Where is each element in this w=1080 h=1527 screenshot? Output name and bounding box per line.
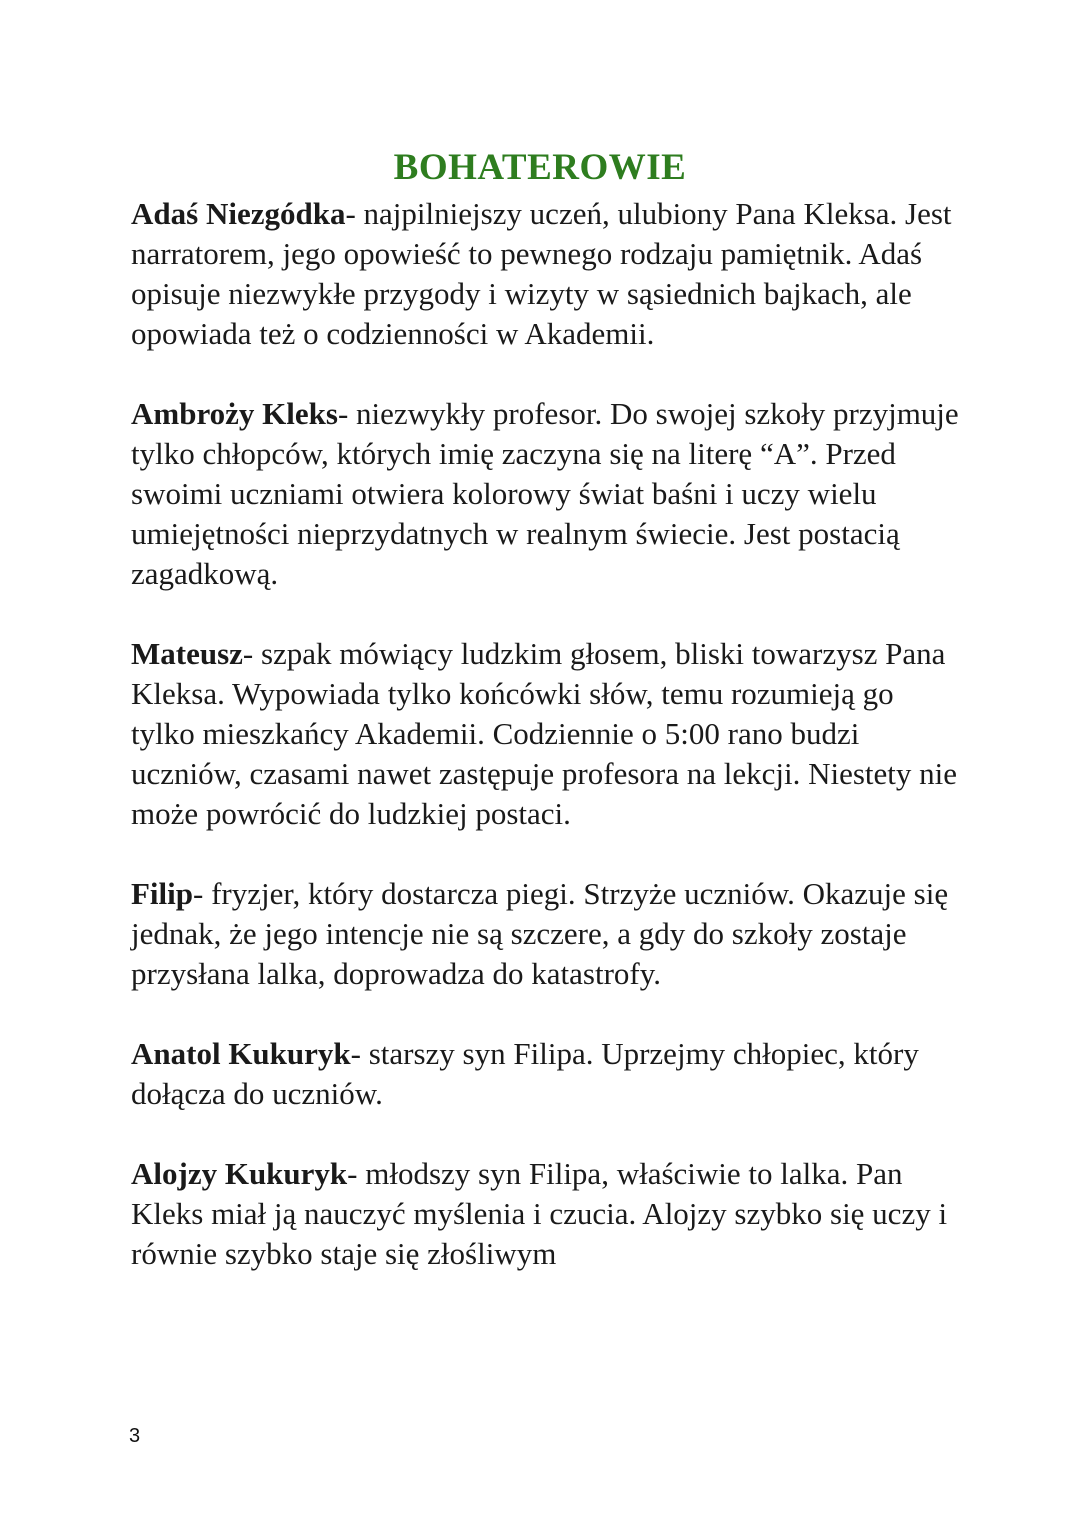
character-entry-alojzy [131, 1154, 961, 1274]
character-description: - najpilniejszy uczeń, ulubiony Pana Kleksa. Jest narratorem, jego opowieść to pewnego rodzaju pamiętnik. Adaś opisuje niezwykłe przygody i wizyty w sąsiednich bajkach, ale opowiada też o codzienności w Akademii. [131, 196, 952, 351]
character-description: - niezwykły profesor. Do swojej szkoły przyjmuje tylko chłopców, których imię zaczyna się na literę “A”. Przed swoimi uczniami otwiera kolorowy świat baśni i uczy wielu umiejętności nieprzydatnych w realnym świecie. Jest postacią zagadkową. [131, 396, 959, 591]
characters-list [131, 194, 961, 1314]
character-description: - młodszy syn Filipa, właściwie to lalka. Pan Kleks miał ją nauczyć myślenia i czucia. Alojzy szybko się uczy i równie szybko staje się złośliwym [131, 1156, 948, 1271]
character-name: Ambroży Kleks [131, 396, 338, 431]
character-entry-adas [131, 194, 961, 354]
character-name: Adaś Niezgódka [131, 196, 346, 231]
character-name: Anatol Kukuryk [131, 1036, 351, 1071]
character-name: Alojzy Kukuryk [131, 1156, 348, 1191]
character-name: Filip [131, 876, 194, 911]
character-description: - fryzjer, który dostarcza piegi. Strzyże uczniów. Okazuje się jednak, że jego intencje nie są szczere, a gdy do szkoły zostaje przysłana lalka, doprowadza do katastrofy. [131, 876, 949, 991]
character-entry-ambrozy [131, 394, 961, 594]
character-entry-mateusz [131, 634, 961, 834]
character-entry-anatol [131, 1034, 961, 1114]
page-number: 3 [129, 1425, 141, 1447]
character-name: Mateusz [131, 636, 243, 671]
character-description: - starszy syn Filipa. Uprzejmy chłopiec, który dołącza do uczniów. [131, 1036, 919, 1111]
character-description: - szpak mówiący ludzkim głosem, bliski towarzysz Pana Kleksa. Wypowiada tylko końcówki słów, temu rozumieją go tylko mieszkańcy Akademii. Codziennie o 5:00 rano budzi uczniów, czasami nawet zastępuje profesora na lekcji. Niestety nie może powrócić do ludzkiej postaci. [131, 636, 958, 831]
page-title: BOHATEROWIE [393, 147, 687, 188]
character-entry-filip [131, 874, 961, 994]
